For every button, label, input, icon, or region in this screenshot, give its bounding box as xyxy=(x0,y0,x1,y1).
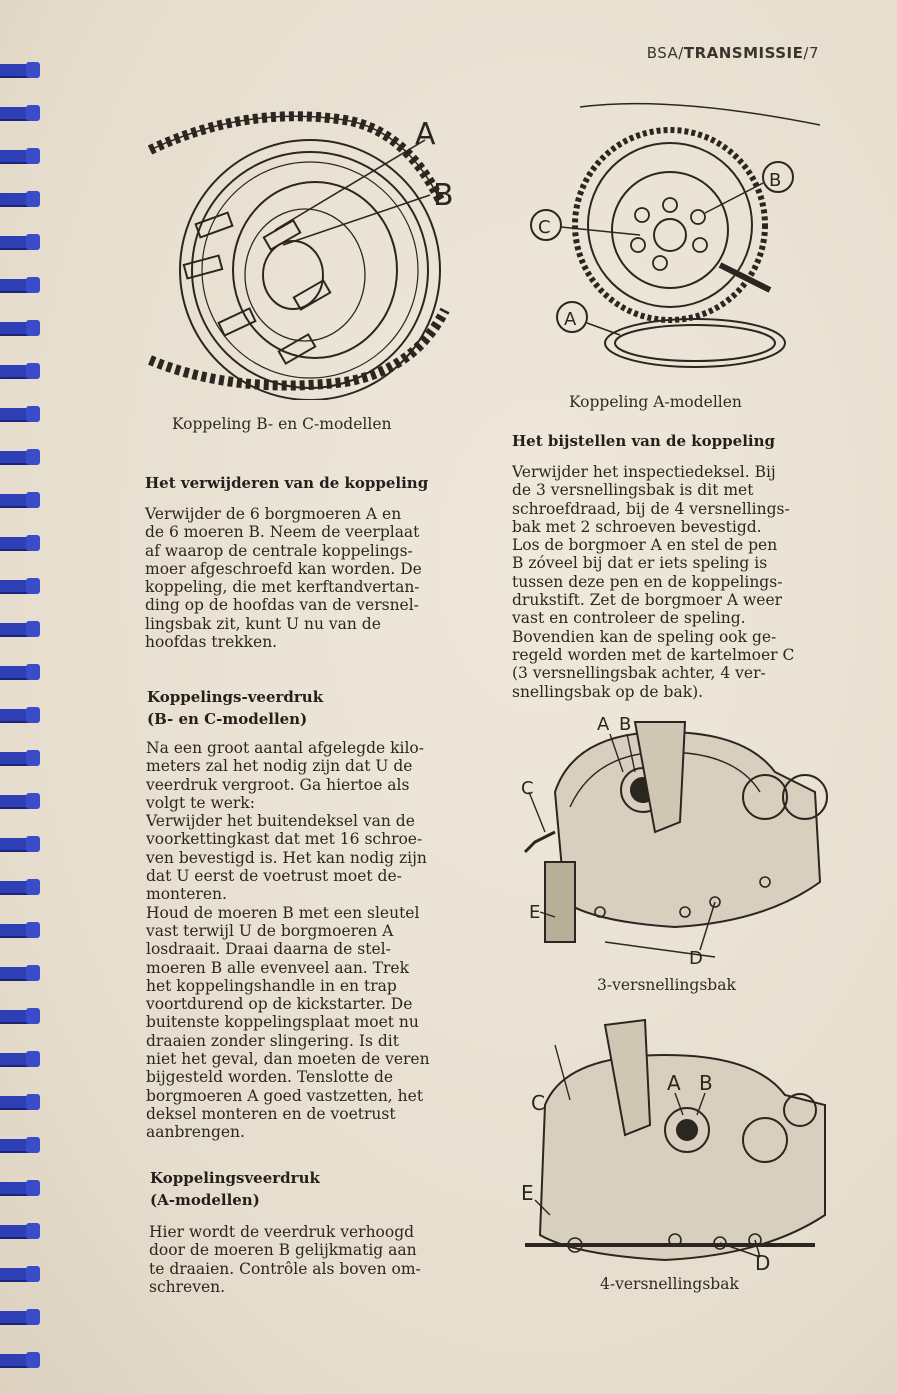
binding-ring xyxy=(0,490,40,512)
text-line: tussen deze pen en de koppelings- xyxy=(512,572,783,591)
text-line: Verwijder het inspectiedeksel. Bij xyxy=(512,463,776,481)
text-line: hoofdas trekken. xyxy=(145,633,278,652)
para-veerdruk-a xyxy=(149,1223,462,1296)
binding-ring xyxy=(0,619,40,641)
text-line: moer afgeschroefd kan worden. De xyxy=(145,559,422,578)
text-line: niet het geval, dan moeten de veren xyxy=(146,1050,430,1069)
text-line: Na een groot aantal afgelegde kilo- xyxy=(146,739,424,757)
text-line: B zóveel bij dat er iets speling is xyxy=(512,554,768,573)
text-line: voortdurend op de kickstarter. De xyxy=(146,995,413,1014)
text-line: koppeling, die met kerftandvertan- xyxy=(145,578,420,597)
text-line: bak met 2 schroeven bevestigd. xyxy=(512,517,762,536)
binding-ring xyxy=(0,877,40,899)
text-line: regeld worden met de kartelmoer C xyxy=(512,645,795,664)
header-section: TRANSMISSIE xyxy=(683,44,804,62)
binding-ring xyxy=(0,146,40,168)
heading-veerdruk-a-line1: Koppelingsveerdruk xyxy=(150,1169,320,1187)
spiral-binding xyxy=(0,0,48,1394)
binding-ring xyxy=(0,576,40,598)
text-line: ven bevestigd is. Het kan nodig zijn xyxy=(146,848,427,867)
fig2-caption: Koppeling A-modellen xyxy=(569,393,742,411)
text-line: draaien zonder slingering. Is dit xyxy=(146,1031,399,1050)
binding-ring xyxy=(0,361,40,383)
text-line: buitenste koppelingsplaat moet nu xyxy=(146,1013,419,1032)
gearbox-4-speed-illustration xyxy=(515,1015,840,1275)
para-bijstellen xyxy=(512,463,827,701)
fig3-label-e: E xyxy=(529,902,541,923)
text-line: aanbrengen. xyxy=(146,1123,245,1142)
binding-ring xyxy=(0,834,40,856)
text-line: meters zal het nodig zijn dat U de xyxy=(146,757,413,776)
text-line: Verwijder het buitendeksel van de xyxy=(146,812,415,831)
text-line: schreven. xyxy=(149,1277,226,1296)
fig3-label-a: A xyxy=(597,714,610,735)
binding-ring xyxy=(0,232,40,254)
text-line: Los de borgmoer A en stel de pen xyxy=(512,536,778,555)
binding-ring xyxy=(0,963,40,985)
binding-ring xyxy=(0,1049,40,1071)
fig4-label-e: E xyxy=(521,1181,534,1205)
text-line: door de moeren B gelijkmatig aan xyxy=(149,1241,417,1260)
gearbox-3-speed-illustration xyxy=(515,712,840,967)
heading-veerdruk-a xyxy=(150,1167,320,1211)
heading-veerdruk-bc-line2: (B- en C-modellen) xyxy=(147,710,308,728)
header-brand: BSA/ xyxy=(646,44,684,62)
text-line: vast terwijl U de borgmoeren A xyxy=(146,921,394,940)
text-line: schroefdraad, bij de 4 versnellings- xyxy=(512,499,790,518)
text-line: Verwijder de 6 borgmoeren A en xyxy=(145,505,402,523)
fig4-caption: 4-versnellingsbak xyxy=(600,1275,739,1293)
text-line: moeren B alle evenveel aan. Trek xyxy=(146,958,409,977)
binding-ring xyxy=(0,447,40,469)
binding-ring xyxy=(0,103,40,125)
text-line: lingsbak zit, kunt U nu van de xyxy=(145,614,381,633)
binding-ring xyxy=(0,1221,40,1243)
text-line: te draaien. Contrôle als boven om- xyxy=(149,1259,421,1278)
binding-ring xyxy=(0,404,40,426)
text-line: de 3 versnellingsbak is dit met xyxy=(512,481,754,500)
binding-ring xyxy=(0,1264,40,1286)
binding-ring xyxy=(0,705,40,727)
text-line: drukstift. Zet de borgmoer A weer xyxy=(512,591,783,610)
binding-ring xyxy=(0,1092,40,1114)
fig3-label-c: C xyxy=(521,778,534,799)
binding-ring xyxy=(0,1307,40,1329)
binding-ring xyxy=(0,533,40,555)
binding-ring xyxy=(0,60,40,82)
fig3-caption: 3-versnellingsbak xyxy=(597,976,736,994)
fig3-label-b: B xyxy=(619,714,632,735)
text-line: volgt te werk: xyxy=(146,793,255,812)
text-line: monteren. xyxy=(146,885,227,904)
clutch-bc-illustration xyxy=(145,110,465,400)
binding-ring xyxy=(0,1006,40,1028)
text-line: ding op de hoofdas van de versnel- xyxy=(145,596,419,615)
binding-ring xyxy=(0,1350,40,1372)
text-line: borgmoeren A goed vastzetten, het xyxy=(146,1086,424,1105)
text-line: Bovendien kan de speling ook ge- xyxy=(512,627,777,646)
binding-ring xyxy=(0,920,40,942)
text-line: het koppelingshandle in en trap xyxy=(146,976,397,995)
para-veerdruk-bc xyxy=(146,739,462,1142)
binding-ring xyxy=(0,662,40,684)
fig2-label-a: A xyxy=(564,309,577,330)
text-line: veerdruk vergroot. Ga hiertoe als xyxy=(146,775,410,794)
fig4-label-d: D xyxy=(755,1251,771,1275)
clutch-a-illustration xyxy=(520,95,840,380)
fig4-label-c: C xyxy=(531,1091,545,1115)
binding-ring xyxy=(0,189,40,211)
text-line: vast en controleer de speling. xyxy=(512,609,746,628)
text-line: losdraait. Draai daarna de stel- xyxy=(146,940,391,959)
text-line: snellingsbak op de bak). xyxy=(512,682,704,701)
binding-ring xyxy=(0,1178,40,1200)
text-line: de 6 moeren B. Neem de veerplaat xyxy=(145,523,420,542)
binding-ring xyxy=(0,1135,40,1157)
fig2-label-b: B xyxy=(769,170,782,191)
binding-ring xyxy=(0,275,40,297)
fig1-label-b: B xyxy=(433,178,454,213)
para-verwijderen xyxy=(145,505,461,651)
text-line: Hier wordt de veerdruk verhoogd xyxy=(149,1223,415,1241)
heading-veerdruk-bc-line1: Koppelings-veerdruk xyxy=(147,688,324,706)
binding-ring xyxy=(0,748,40,770)
text-line: bijgesteld worden. Tenslotte de xyxy=(146,1068,394,1087)
heading-veerdruk-bc xyxy=(147,686,323,730)
binding-ring xyxy=(0,791,40,813)
fig1-label-a: A xyxy=(415,117,436,152)
text-line: deksel monteren en de voetrust xyxy=(146,1104,396,1123)
header-page-number: /7 xyxy=(803,44,819,62)
heading-verwijderen: Het verwijderen van de koppeling xyxy=(145,474,429,492)
fig3-label-d: D xyxy=(689,948,703,967)
heading-veerdruk-a-line2: (A-modellen) xyxy=(150,1191,260,1209)
binding-ring xyxy=(0,318,40,340)
text-line: dat U eerst de voetrust moet de- xyxy=(146,867,402,886)
text-line: (3 versnellingsbak achter, 4 ver- xyxy=(512,664,766,683)
fig2-label-c: C xyxy=(538,217,551,238)
fig1-caption: Koppeling B- en C-modellen xyxy=(172,415,392,433)
text-line: af waarop de centrale koppelings- xyxy=(145,541,413,560)
fig4-label-a: A xyxy=(667,1071,681,1095)
text-line: Houd de moeren B met een sleutel xyxy=(146,903,420,922)
text-line: voorkettingkast dat met 16 schroe- xyxy=(146,830,423,849)
fig4-label-b: B xyxy=(699,1071,713,1095)
page-header xyxy=(647,44,819,62)
heading-bijstellen: Het bijstellen van de koppeling xyxy=(512,432,775,450)
